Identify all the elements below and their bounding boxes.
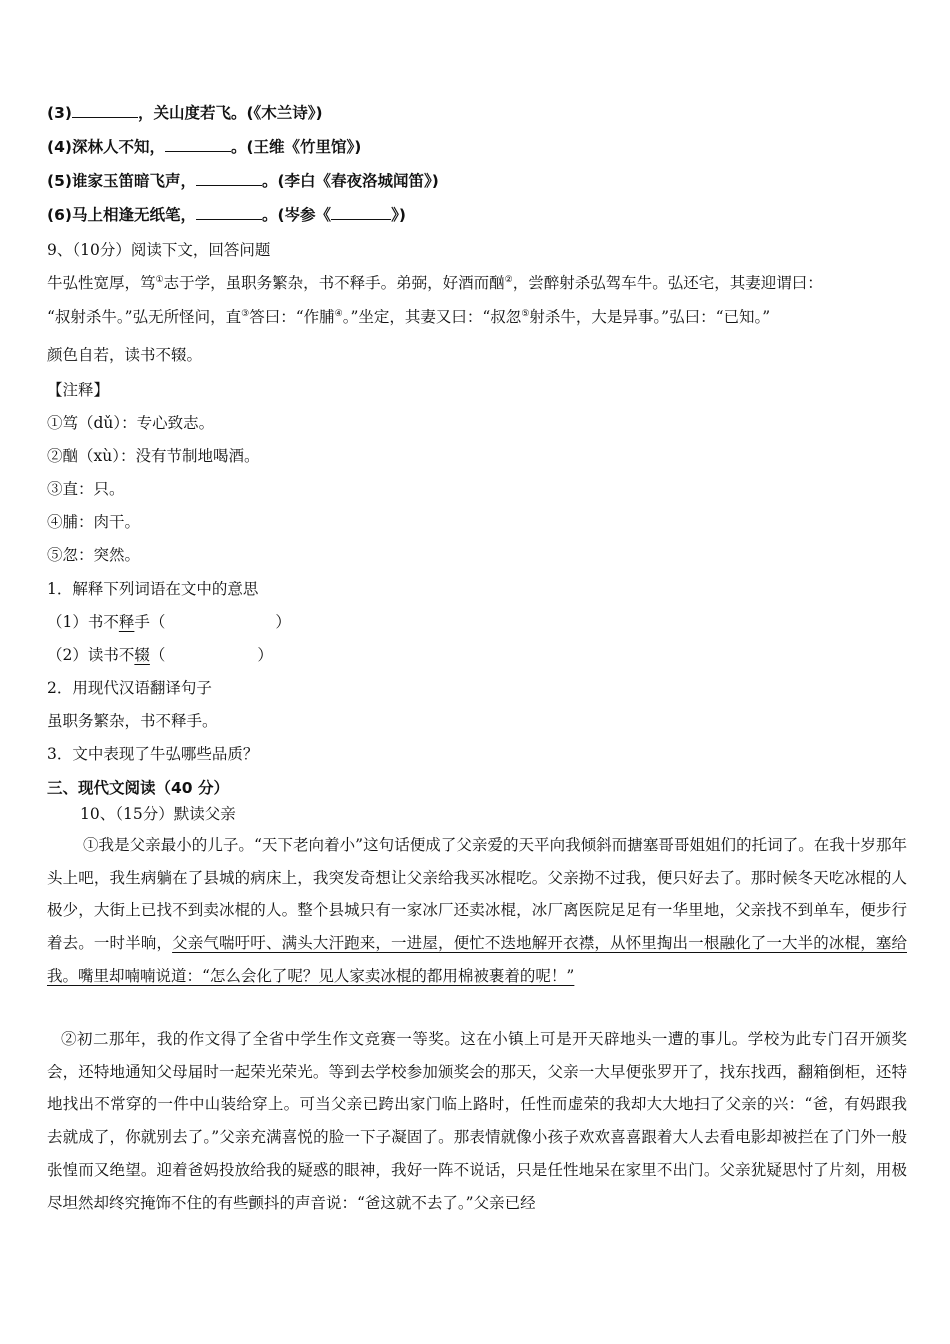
- poem-line-6-text: 》): [391, 206, 406, 224]
- q9-text: “叔射杀牛。”弘无所怪问，直: [47, 308, 242, 326]
- q9-sub1-a-word: 释: [118, 613, 135, 631]
- q10-title: 10、（15分）默读父亲: [80, 805, 236, 823]
- note-marker-2: ②: [504, 274, 513, 285]
- q9-passage-line-2: [47, 307, 770, 327]
- q9-text: 牛弘性宽厚，笃: [47, 274, 156, 292]
- q9-sub1-b: [47, 645, 273, 665]
- poem-line-5-text: 。(李白《春夜洛城闻笛》): [261, 172, 439, 190]
- q9-sub1-a-text: 手（: [134, 613, 166, 631]
- poem-line-3: [47, 103, 323, 123]
- paragraph-1-underlined: 父亲气喘吁吁、满头大汗跑来，一进屋，便忙不迭地解开衣襟，从怀里掏出一根融化了一大半的冰棍，塞给我。嘴里却喃喃说道：“怎么会化了呢？见人家卖冰棍的都用棉被裹着的呢！”: [47, 934, 907, 985]
- q9-passage-line-1: [47, 273, 823, 293]
- passage-paragraph-2: ②初二那年，我的作文得了全省中学生作文竞赛一等奖。这在小镇上可是开天辟地头一遭的事儿。学校为此专门召开颁奖会，还特地通知父母届时一起荣光荣光。等到去学校参加颁奖会的那天，父亲一大早便张罗开了，找东找西，翻箱倒柜，还特地找出不常穿的一件中山装给穿上。可当父亲已跨出家门临上路时，任性而虚荣的我却大大地扫了父亲的兴：“爸，有妈跟我去就成了，你就别去了。”父亲充满喜悦的脸一下子凝固了。那表情就像小孩子欢欢喜喜跟着大人去看电影却被拦在了门外一般张惶而又绝望。迎着爸妈投放给我的疑惑的眼神，我好一阵不说话，只是任性地呆在家里不出门。父亲犹疑思忖了片刻，用极尽坦然却终究掩饰不住的有些颤抖的声音说：“爸这就不去了。”父亲已经: [47, 1030, 907, 1212]
- poem-line-6: [47, 205, 406, 225]
- note-2: ②酗（xù）：没有节制地喝酒。: [47, 447, 260, 465]
- poem-line-6-prefix: (6)马上相逢无纸笔，: [47, 206, 196, 224]
- q9-sub1-a-close: ）: [275, 613, 291, 631]
- q9-text: 射杀牛，大是异事。”弘曰：“已知。”: [529, 308, 771, 326]
- q9-passage-line-3: 颜色自若，读书不辍。: [47, 346, 203, 364]
- note-marker-1: ①: [155, 274, 164, 285]
- q9-sub2-text: 虽职务繁杂，书不释手。: [47, 712, 218, 730]
- answer-blank-6[interactable]: [196, 205, 262, 220]
- poem-line-3-prefix: (3): [47, 104, 72, 122]
- poem-line-4: [47, 137, 361, 157]
- paragraph-1-text: ①我是父亲最小的儿子。“天下老向着小”这句话便成了父亲爱的天平向我倾斜而搪塞哥哥姐姐们的托词了。在我十岁那年头上吧，我生病躺在了县城的病床上，我突发奇想让父亲给我买冰棍吃。父亲拗不过我，便只好去了。那时候冬天吃冰棍的人极少，大街上已找不到卖冰棍的人。整个县城只有一家冰厂还卖冰棍，冰厂离医院足足有一华里地，父亲找不到单车，便步行着去。一时半晌，: [47, 836, 907, 953]
- q9-sub3: 3．文中表现了牛弘哪些品质？: [47, 745, 259, 763]
- poem-line-5: [47, 171, 439, 191]
- q9-sub1-b-text: （: [149, 646, 166, 664]
- note-5: ⑤忽：突然。: [47, 546, 141, 564]
- answer-blank-4[interactable]: [165, 137, 231, 152]
- q9-text: 答曰：“作脯: [249, 308, 335, 326]
- q9-sub1-a: [47, 612, 291, 632]
- q9-text: 。”坐定，其妻又曰：“叔忽: [342, 308, 522, 326]
- note-3: ③直：只。: [47, 480, 125, 498]
- notes-title: 【注释】: [47, 381, 110, 399]
- q9-sub1: 1．解释下列词语在文中的意思: [47, 580, 259, 598]
- poem-line-4-text: 。(王维《竹里馆》): [230, 138, 362, 156]
- note-4: ④脯：肉干。: [47, 513, 141, 531]
- note-marker-3: ③: [241, 308, 250, 319]
- q9-sub1-b-label: （2）读书不: [47, 646, 135, 664]
- answer-blank-3[interactable]: [72, 103, 138, 118]
- poem-line-5-prefix: (5)谁家玉笛暗飞声，: [47, 172, 196, 190]
- poem-line-3-text: ，关山度若飞。(《木兰诗》): [137, 104, 323, 122]
- poem-line-6-mid: 。(岑参《: [261, 206, 332, 224]
- q9-sub1-a-label: （1）书不: [47, 613, 119, 631]
- answer-blank-6-title[interactable]: [331, 205, 391, 220]
- poem-line-4-prefix: (4)深林人不知，: [47, 138, 165, 156]
- passage-paragraph-1: [47, 829, 907, 993]
- q9-sub2: 2．用现代汉语翻译句子: [47, 679, 212, 697]
- q9-sub1-b-word: 辍: [134, 646, 150, 664]
- section-3-heading: 三、现代文阅读（40 分）: [47, 779, 229, 797]
- q9-sub1-b-close: ）: [257, 646, 273, 664]
- note-marker-5: ⑤: [521, 308, 530, 319]
- note-marker-4: ④: [334, 308, 343, 319]
- q9-title: 9、（10分）阅读下文，回答问题: [47, 241, 271, 259]
- q9-text: ，尝醉射杀弘驾车牛。弘还宅，其妻迎谓曰：: [512, 274, 823, 292]
- q9-text: 志于学，虽职务繁杂，书不释手。弟弼，好酒而酗: [163, 274, 505, 292]
- note-1: ①笃（dǔ）：专心致志。: [47, 414, 215, 432]
- answer-blank-5[interactable]: [196, 171, 262, 186]
